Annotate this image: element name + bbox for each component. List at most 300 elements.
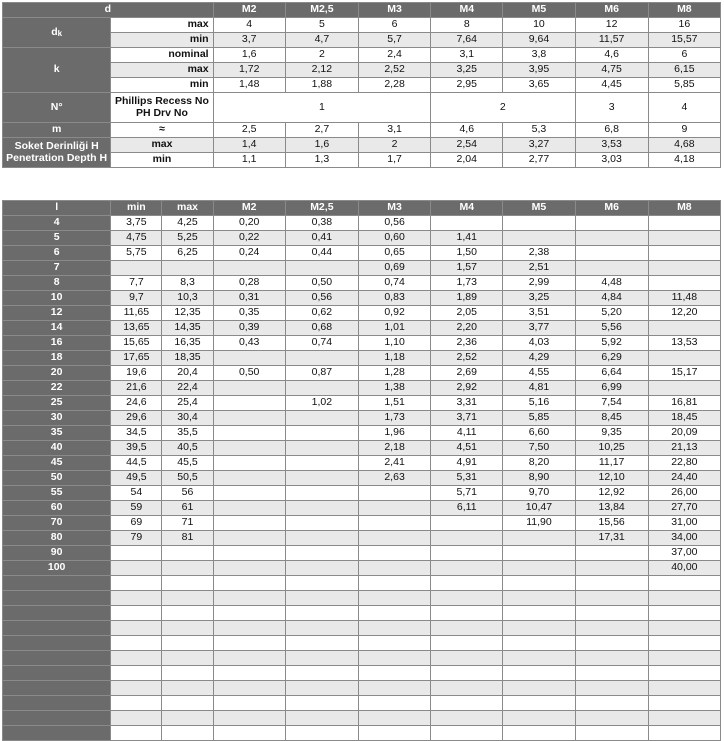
cell <box>575 666 648 681</box>
cell: 1,51 <box>358 396 430 411</box>
cell: 1,6 <box>285 138 358 153</box>
cell: 3,53 <box>575 138 648 153</box>
cell: 2,69 <box>431 366 503 381</box>
table-row <box>3 261 721 276</box>
cell: 34,00 <box>648 531 720 546</box>
cell <box>358 681 430 696</box>
cell: 0,20 <box>213 216 285 231</box>
cell <box>111 606 162 621</box>
cell <box>285 681 358 696</box>
cell: 2,05 <box>431 306 503 321</box>
cell: 9,35 <box>575 426 648 441</box>
cell <box>213 501 285 516</box>
cell <box>162 711 213 726</box>
cell: 24,40 <box>648 471 720 486</box>
cell: 54 <box>111 486 162 501</box>
cell: 4 <box>648 93 720 123</box>
length-label: 45 <box>3 456 111 471</box>
cell <box>111 591 162 606</box>
cell: 1,3 <box>285 153 358 168</box>
cell: 2,41 <box>358 456 430 471</box>
cell: 4,48 <box>575 276 648 291</box>
cell: 15,17 <box>648 366 720 381</box>
cell <box>648 621 720 636</box>
cell: 24,6 <box>111 396 162 411</box>
cell <box>575 216 648 231</box>
cell <box>213 351 285 366</box>
cell <box>575 231 648 246</box>
cell: 1,41 <box>431 231 503 246</box>
table-row <box>3 381 721 396</box>
cell: 4,45 <box>575 78 648 93</box>
cell <box>575 591 648 606</box>
cell <box>285 546 358 561</box>
length-label: 4 <box>3 216 111 231</box>
cell <box>358 621 430 636</box>
cell: 3,8 <box>503 48 575 63</box>
phillips-label-line2: PH Drv No <box>135 106 188 119</box>
cell: 15,65 <box>111 336 162 351</box>
cell <box>648 696 720 711</box>
cell: 21,6 <box>111 381 162 396</box>
length-label: 22 <box>3 381 111 396</box>
length-label: 5 <box>3 231 111 246</box>
cell: 0,41 <box>285 231 358 246</box>
cell <box>575 546 648 561</box>
cell: 1,73 <box>358 411 430 426</box>
length-header-row <box>3 201 721 216</box>
cell: 4,75 <box>111 231 162 246</box>
cell <box>503 666 575 681</box>
cell <box>111 546 162 561</box>
cell <box>111 711 162 726</box>
cell: 4,7 <box>285 33 358 48</box>
cell <box>285 696 358 711</box>
cell <box>431 591 503 606</box>
m-row <box>3 123 721 138</box>
cell: 0,74 <box>285 336 358 351</box>
cell: 61 <box>162 501 213 516</box>
cell <box>648 636 720 651</box>
cell: 12,35 <box>162 306 213 321</box>
cell <box>162 636 213 651</box>
row-label: max <box>111 18 213 33</box>
cell: 22,4 <box>162 381 213 396</box>
column-header: M2 <box>213 3 285 18</box>
row-label: max <box>111 63 213 78</box>
cell: 0,87 <box>285 366 358 381</box>
socket-min-row <box>3 153 721 168</box>
cell <box>358 486 430 501</box>
dk-label <box>3 18 111 48</box>
cell: 1,18 <box>358 351 430 366</box>
cell: 2,12 <box>285 63 358 78</box>
cell: 0,92 <box>358 306 430 321</box>
length-label <box>3 621 111 636</box>
cell <box>213 396 285 411</box>
cell: 1,89 <box>431 291 503 306</box>
cell: 6,60 <box>503 426 575 441</box>
cell: 4,29 <box>503 351 575 366</box>
cell: 50,5 <box>162 471 213 486</box>
cell <box>503 216 575 231</box>
table-row <box>3 426 721 441</box>
table-row <box>3 456 721 471</box>
cell <box>358 591 430 606</box>
cell: 0,62 <box>285 306 358 321</box>
length-label: 6 <box>3 246 111 261</box>
cell <box>213 426 285 441</box>
column-header: M4 <box>431 3 503 18</box>
cell: 44,5 <box>111 456 162 471</box>
cell: 0,50 <box>213 366 285 381</box>
cell <box>162 666 213 681</box>
cell <box>111 696 162 711</box>
table-row <box>3 711 721 726</box>
cell: 12,20 <box>648 306 720 321</box>
cell <box>431 666 503 681</box>
cell <box>358 636 430 651</box>
length-label <box>3 591 111 606</box>
cell: 3,27 <box>503 138 575 153</box>
cell: 6 <box>648 48 720 63</box>
column-header: M3 <box>358 201 430 216</box>
cell <box>431 726 503 741</box>
cell <box>111 621 162 636</box>
socket-label <box>3 138 111 168</box>
length-label <box>3 576 111 591</box>
cell: 20,09 <box>648 426 720 441</box>
cell <box>575 621 648 636</box>
cell <box>358 666 430 681</box>
cell: 4,91 <box>431 456 503 471</box>
cell <box>431 606 503 621</box>
cell <box>575 606 648 621</box>
cell <box>503 651 575 666</box>
cell: 1,7 <box>358 153 430 168</box>
cell: 40,00 <box>648 561 720 576</box>
cell: 4,55 <box>503 366 575 381</box>
cell: 12,10 <box>575 471 648 486</box>
cell: 6,64 <box>575 366 648 381</box>
table-row <box>3 651 721 666</box>
cell <box>503 621 575 636</box>
length-label: 20 <box>3 366 111 381</box>
cell: 4,03 <box>503 336 575 351</box>
column-header: M3 <box>358 3 430 18</box>
cell <box>162 696 213 711</box>
cell: 3,7 <box>213 33 285 48</box>
cell: 1,38 <box>358 381 430 396</box>
cell: 2,51 <box>503 261 575 276</box>
cell <box>648 576 720 591</box>
cell: 6 <box>358 18 430 33</box>
cell: 17,31 <box>575 531 648 546</box>
cell <box>213 591 285 606</box>
cell: 31,00 <box>648 516 720 531</box>
cell: 0,65 <box>358 246 430 261</box>
table-row <box>3 696 721 711</box>
cell: 10,3 <box>162 291 213 306</box>
cell <box>431 711 503 726</box>
cell: 7,54 <box>575 396 648 411</box>
cell <box>162 576 213 591</box>
cell: 0,39 <box>213 321 285 336</box>
cell: 1,73 <box>431 276 503 291</box>
length-label: 30 <box>3 411 111 426</box>
table-row <box>3 591 721 606</box>
cell <box>648 261 720 276</box>
cell: 0,43 <box>213 336 285 351</box>
cell: 7,7 <box>111 276 162 291</box>
cell: 11,48 <box>648 291 720 306</box>
cell <box>213 651 285 666</box>
cell: 5,3 <box>503 123 575 138</box>
cell <box>285 411 358 426</box>
cell: 13,53 <box>648 336 720 351</box>
cell: 13,65 <box>111 321 162 336</box>
cell <box>575 651 648 666</box>
cell <box>111 681 162 696</box>
cell: 5,85 <box>503 411 575 426</box>
cell: 2,4 <box>358 48 430 63</box>
cell: 49,5 <box>111 471 162 486</box>
cell <box>162 561 213 576</box>
cell: 4,68 <box>648 138 720 153</box>
cell <box>358 501 430 516</box>
cell <box>285 471 358 486</box>
table-row <box>3 351 721 366</box>
dk-max-row <box>3 18 721 33</box>
cell: 20,4 <box>162 366 213 381</box>
cell: 2,18 <box>358 441 430 456</box>
cell: 13,84 <box>575 501 648 516</box>
cell: 1,10 <box>358 336 430 351</box>
row-label: min <box>111 153 213 168</box>
table-row <box>3 726 721 741</box>
column-header: M8 <box>648 201 720 216</box>
cell: 6,15 <box>648 63 720 78</box>
socket-label-line1: Soket Derinliği H <box>14 140 99 153</box>
cell: 1,72 <box>213 63 285 78</box>
cell: 4,6 <box>575 48 648 63</box>
cell: 16,35 <box>162 336 213 351</box>
cell <box>285 501 358 516</box>
cell: 27,70 <box>648 501 720 516</box>
cell: 3,65 <box>503 78 575 93</box>
length-label <box>3 711 111 726</box>
cell: 1,01 <box>358 321 430 336</box>
cell <box>358 546 430 561</box>
cell: 12,92 <box>575 486 648 501</box>
cell <box>111 651 162 666</box>
length-label: 12 <box>3 306 111 321</box>
cell <box>648 246 720 261</box>
dk-label-sub: k <box>57 28 63 38</box>
cell <box>503 561 575 576</box>
cell: 25,4 <box>162 396 213 411</box>
cell <box>213 261 285 276</box>
cell <box>503 606 575 621</box>
length-label: 16 <box>3 336 111 351</box>
cell <box>575 681 648 696</box>
cell: 2,63 <box>358 471 430 486</box>
cell: 22,80 <box>648 456 720 471</box>
cell <box>213 516 285 531</box>
cell: 2,92 <box>431 381 503 396</box>
cell <box>431 621 503 636</box>
cell <box>162 621 213 636</box>
cell: 8,45 <box>575 411 648 426</box>
cell <box>213 636 285 651</box>
column-header: M5 <box>503 3 575 18</box>
column-header: M2 <box>213 201 285 216</box>
table-row <box>3 516 721 531</box>
cell: 1,28 <box>358 366 430 381</box>
cell <box>503 726 575 741</box>
cell: 15,57 <box>648 33 720 48</box>
cell <box>213 696 285 711</box>
cell: 12 <box>575 18 648 33</box>
table-row <box>3 531 721 546</box>
cell: 2,52 <box>431 351 503 366</box>
cell <box>503 711 575 726</box>
cell <box>575 636 648 651</box>
cell: 3,1 <box>431 48 503 63</box>
cell: 0,44 <box>285 246 358 261</box>
cell: 3,75 <box>111 216 162 231</box>
cell: 3,95 <box>503 63 575 78</box>
cell: 2,99 <box>503 276 575 291</box>
cell: 16 <box>648 18 720 33</box>
cell: 0,28 <box>213 276 285 291</box>
cell <box>213 546 285 561</box>
cell: 1 <box>213 93 431 123</box>
cell: 59 <box>111 501 162 516</box>
cell: 0,38 <box>285 216 358 231</box>
cell <box>503 636 575 651</box>
cell: 11,57 <box>575 33 648 48</box>
cell: 15,56 <box>575 516 648 531</box>
cell: 4,11 <box>431 426 503 441</box>
column-header: l <box>3 201 111 216</box>
cell: 21,13 <box>648 441 720 456</box>
length-label: 7 <box>3 261 111 276</box>
cell: 4,18 <box>648 153 720 168</box>
cell: 5,16 <box>503 396 575 411</box>
cell <box>111 666 162 681</box>
n-label: N° <box>3 93 111 123</box>
cell <box>213 471 285 486</box>
table-row <box>3 231 721 246</box>
cell: 18,35 <box>162 351 213 366</box>
cell: 4,6 <box>431 123 503 138</box>
length-label <box>3 666 111 681</box>
table-row <box>3 546 721 561</box>
cell <box>285 456 358 471</box>
cell <box>648 321 720 336</box>
cell: 1,96 <box>358 426 430 441</box>
length-label: 8 <box>3 276 111 291</box>
cell: 4,84 <box>575 291 648 306</box>
length-weight-table <box>2 200 721 741</box>
cell <box>431 216 503 231</box>
table-row <box>3 396 721 411</box>
cell <box>111 261 162 276</box>
cell <box>648 591 720 606</box>
cell: 2,5 <box>213 123 285 138</box>
cell: 8 <box>431 18 503 33</box>
cell <box>503 696 575 711</box>
cell: 6,25 <box>162 246 213 261</box>
length-label: 90 <box>3 546 111 561</box>
cell <box>503 591 575 606</box>
cell <box>358 606 430 621</box>
dk-label-main: d <box>51 25 58 38</box>
cell <box>285 441 358 456</box>
cell: 10,25 <box>575 441 648 456</box>
cell: 9,7 <box>111 291 162 306</box>
cell <box>503 576 575 591</box>
cell: 1,48 <box>213 78 285 93</box>
cell: 3,03 <box>575 153 648 168</box>
cell: 0,60 <box>358 231 430 246</box>
cell: 3,1 <box>358 123 430 138</box>
column-header: M2,5 <box>285 201 358 216</box>
column-header: M8 <box>648 3 720 18</box>
cell: 5,92 <box>575 336 648 351</box>
length-label: 50 <box>3 471 111 486</box>
header-row <box>3 3 721 18</box>
cell <box>111 636 162 651</box>
cell: 4,75 <box>575 63 648 78</box>
cell: 2,04 <box>431 153 503 168</box>
cell: 4,25 <box>162 216 213 231</box>
socket-label-line2: Penetration Depth H <box>6 151 108 164</box>
row-label: ≈ <box>111 123 213 138</box>
cell <box>213 486 285 501</box>
table-row <box>3 471 721 486</box>
length-label: 10 <box>3 291 111 306</box>
cell: 1,50 <box>431 246 503 261</box>
cell <box>285 531 358 546</box>
cell <box>648 726 720 741</box>
table-row <box>3 336 721 351</box>
cell <box>162 606 213 621</box>
column-header: M5 <box>503 201 575 216</box>
cell <box>431 531 503 546</box>
row-label: max <box>111 138 213 153</box>
cell <box>648 231 720 246</box>
cell <box>648 381 720 396</box>
cell <box>213 576 285 591</box>
cell: 29,6 <box>111 411 162 426</box>
cell <box>285 726 358 741</box>
table-row <box>3 681 721 696</box>
cell: 11,90 <box>503 516 575 531</box>
cell <box>503 681 575 696</box>
cell: 79 <box>111 531 162 546</box>
cell: 2,28 <box>358 78 430 93</box>
socket-max-row <box>3 138 721 153</box>
cell: 9,70 <box>503 486 575 501</box>
cell: 2,52 <box>358 63 430 78</box>
cell <box>285 621 358 636</box>
cell <box>648 666 720 681</box>
cell: 1,57 <box>431 261 503 276</box>
cell <box>285 666 358 681</box>
cell <box>213 531 285 546</box>
